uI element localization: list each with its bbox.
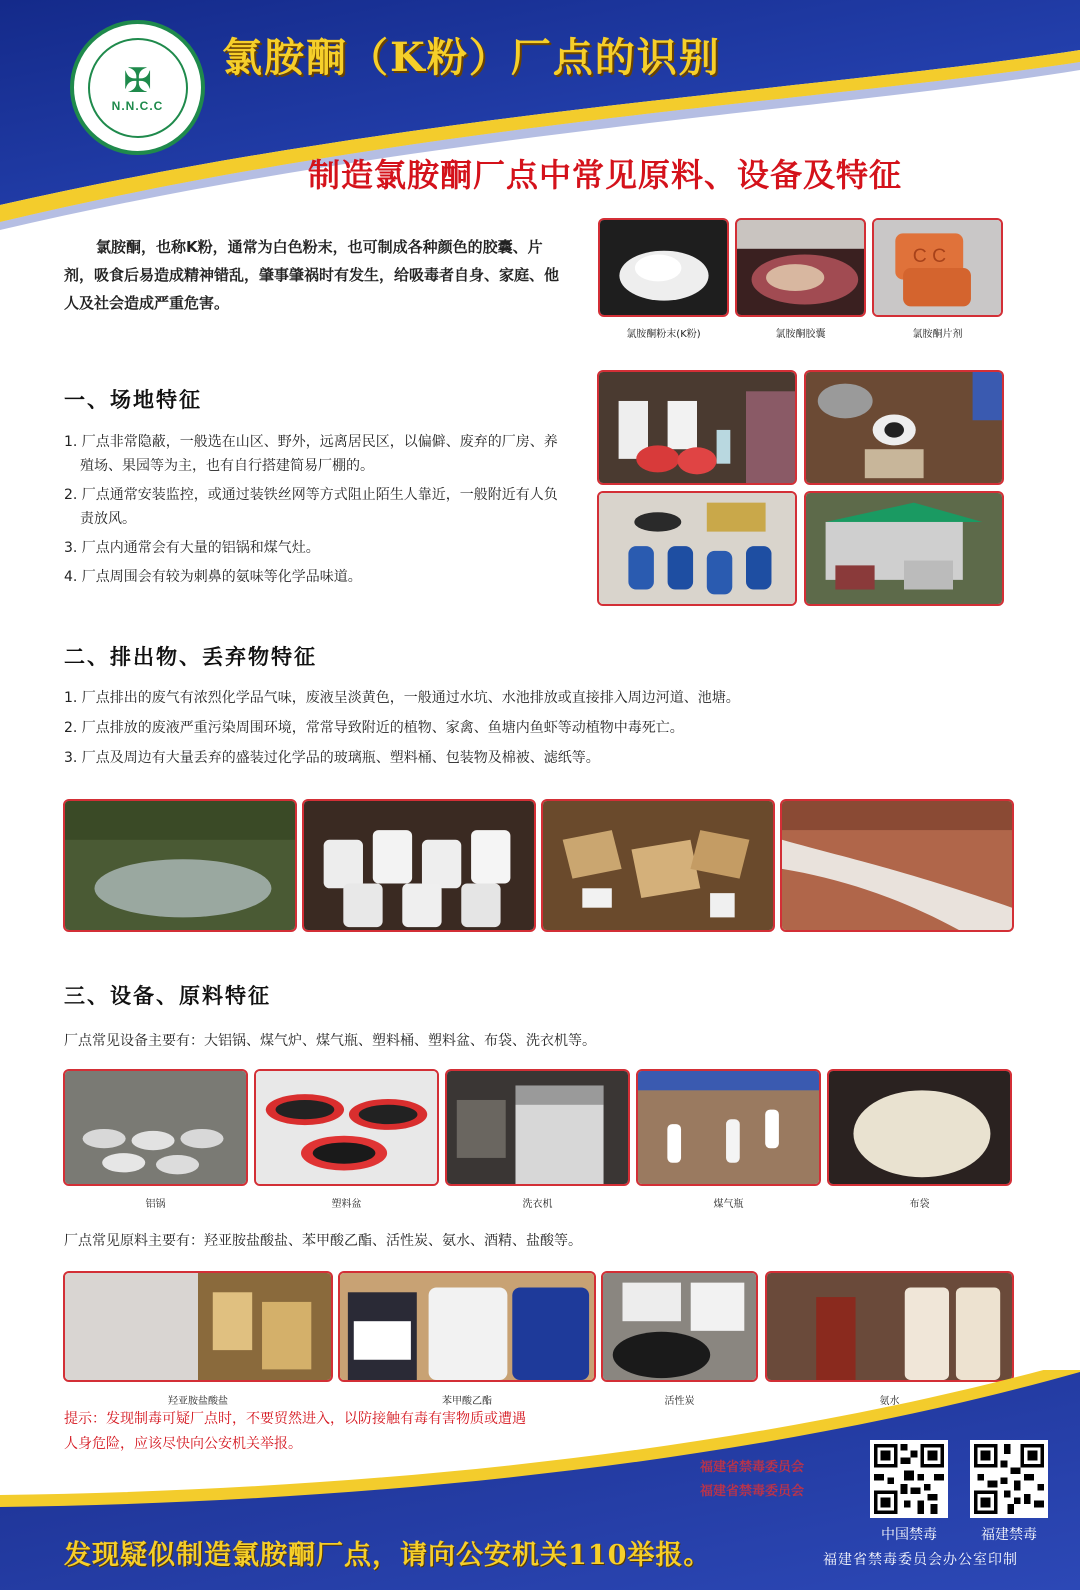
equipment-text: 厂点常见设备主要有：大铝锅、煤气炉、煤气瓶、塑料桶、塑料盆、布袋、洗衣机等。 [64, 1033, 596, 1049]
intro-paragraph: 氯胺酮，也称K粉，通常为白色粉末，也可制成各种颜色的胶囊、片剂，吸食后易造成精神错乱，肇事肇祸时有发生，给吸毒者自身、家庭、他人及社会造成严重危害。 [64, 238, 560, 312]
caption-tablets: 氯胺酮片剂 [912, 329, 963, 340]
photo-ketamine-capsules [735, 218, 866, 317]
photo-aluminum-pots [63, 1069, 248, 1186]
printer-credit: 福建省禁毒委员会办公室印制 [823, 1552, 1018, 1568]
photo-gas-bottles [636, 1069, 821, 1186]
photo-ketamine-powder [598, 218, 729, 317]
photo-site-stove [804, 370, 1004, 485]
faint-stamp [700, 1456, 850, 1504]
qr-code-icon [974, 1444, 1044, 1514]
photo-plastic-basins [254, 1069, 439, 1186]
photo-waste-pit [63, 799, 297, 932]
section2-item-3: 3. 厂点及周边有大量丢弃的盛装过化学品的玻璃瓶、塑料桶、包装物及棉被、滤纸等。 [64, 750, 600, 766]
section1-item-3: 3. 厂点内通常会有大量的铝锅和煤气灶。 [64, 540, 320, 556]
qr-code-icon [874, 1444, 944, 1514]
section2-item-1: 1. 厂点排出的废气有浓烈化学品气味，废液呈淡黄色，一般通过水坑、水池排放或直接排入周边河道、池塘。 [64, 690, 740, 706]
photo-cloth-bag [827, 1069, 1012, 1186]
section3-heading: 三、设备、原料特征 [64, 984, 271, 1008]
qr-code-fujian[interactable] [970, 1440, 1048, 1518]
section1-item-2: 2. 厂点通常安装监控，或通过装铁丝网等方式阻止陌生人靠近，一般附近有人负责放风。 [64, 487, 558, 527]
report-slogan: 发现疑似制造氯胺酮厂点，请向公安机关110举报。 [64, 1540, 712, 1571]
caption-plastic-basins: 塑料盆 [331, 1199, 362, 1210]
photo-site-buckets [597, 370, 797, 485]
nncc-logo [70, 20, 205, 155]
qr-label-china: 中国禁毒 [881, 1527, 937, 1543]
photo-ammonia-water [765, 1271, 1014, 1382]
section2-item-2: 2. 厂点排放的废液严重污染周围环境，常常导致附近的植物、家禽、鱼塘内鱼虾等动植物中毒死亡。 [64, 720, 684, 736]
caption-gas-bottles: 煤气瓶 [713, 1199, 744, 1210]
caption-activated-carbon: 活性炭 [664, 1396, 695, 1407]
page-subtitle: 制造氯胺酮厂点中常见原料、设备及特征 [307, 156, 902, 194]
eagle-emblem-icon: ✠ [123, 60, 152, 101]
photo-site-tent [804, 491, 1004, 606]
svg-text:C C: C C [912, 246, 947, 268]
safety-tip: 提示：发现制毒可疑厂点时，不要贸然进入，以防接触有毒有害物质或遭遇人身危险，应该尽快向公安机关举报。 [64, 1411, 526, 1452]
caption-ammonia-water: 氨水 [879, 1396, 900, 1407]
stamp-line-1: 福建省禁毒委员会 [700, 1460, 805, 1475]
photo-waste-drums [302, 799, 536, 932]
caption-aluminum-pots: 铝锅 [145, 1199, 166, 1210]
photo-waste-runoff [780, 799, 1014, 932]
photo-activated-carbon [601, 1271, 758, 1382]
caption-capsules: 氯胺酮胶囊 [775, 329, 826, 340]
qr-code-china[interactable] [870, 1440, 948, 1518]
stamp-line-2: 福建省禁毒委员会 [700, 1484, 805, 1499]
caption-cloth-bag: 布袋 [909, 1199, 930, 1210]
logo-letters: N.N.C.C [111, 98, 164, 113]
caption-hydroxyimine: 羟亚胺盐酸盐 [168, 1396, 228, 1407]
section1-heading: 一、场地特征 [64, 388, 202, 412]
section1-item-1: 1. 厂点非常隐蔽，一般选在山区、野外，远离居民区，以偏僻、废弃的厂房、养殖场、果园等为主，也有自行搭建简易厂棚的。 [64, 434, 558, 474]
page-title: 氯胺酮（K粉）厂点的识别 [222, 34, 721, 81]
qr-label-fujian: 福建禁毒 [981, 1527, 1037, 1543]
photo-waste-boxes [541, 799, 775, 932]
caption-powder: 氯胺酮粉末(K粉) [626, 329, 701, 340]
photo-ketamine-tablets [872, 218, 1003, 317]
caption-washing-machine: 洗衣机 [522, 1199, 553, 1210]
photo-hydroxyimine-hydrochloride [63, 1271, 333, 1382]
caption-ethyl-benzoate: 苯甲酸乙酯 [442, 1396, 492, 1407]
photo-site-gas-cylinders [597, 491, 797, 606]
photo-ethyl-benzoate [338, 1271, 596, 1382]
photo-washing-machine [445, 1069, 630, 1186]
materials-text: 厂点常见原料主要有：羟亚胺盐酸盐、苯甲酸乙酯、活性炭、氨水、酒精、盐酸等。 [64, 1233, 582, 1249]
section1-item-4: 4. 厂点周围会有较为刺鼻的氨味等化学品味道。 [64, 569, 362, 585]
section2-heading: 二、排出物、丢弃物特征 [64, 645, 317, 669]
